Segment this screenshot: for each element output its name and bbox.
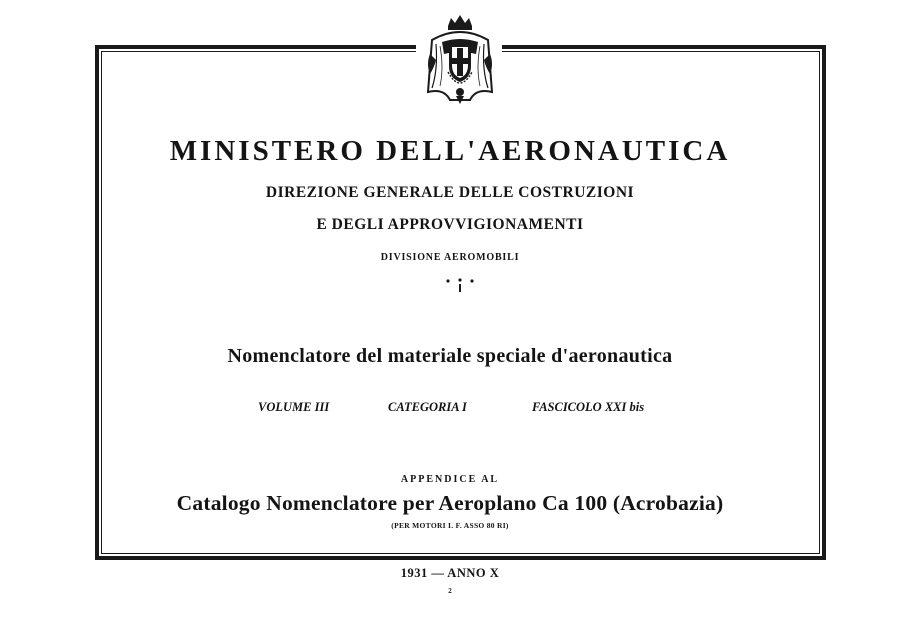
category-label: CATEGORIA I <box>388 400 467 414</box>
subtitle-line-2: E DEGLI APPROVVIGIONAMENTI <box>316 216 584 233</box>
nomenclature-heading: Nomenclatore del materiale speciale d'aeronautica <box>227 345 673 367</box>
engine-note: (PER MOTORI I. F. ASSO 80 RI) <box>391 521 509 530</box>
fascicle-label: FASCICOLO XXI bis <box>532 400 645 414</box>
catalog-title: Catalogo Nomenclatore per Aeroplano Ca 100 (Acrobazia) <box>176 491 724 515</box>
ornament-icon <box>440 276 480 294</box>
publication-year: 1931 — ANNO X <box>400 566 500 580</box>
savoy-coat-of-arms-icon <box>418 10 502 110</box>
appendix-label: APPENDICE AL <box>400 474 500 485</box>
volume-label: VOLUME III <box>258 400 330 414</box>
page-title: MINISTERO DELL'AERONAUTICA <box>169 135 731 167</box>
division-label: DIVISIONE AEROMOBILI <box>380 252 520 263</box>
subtitle-line-1: DIREZIONE GENERALE DELLE COSTRUZIONI <box>265 184 635 201</box>
page-number: 2 <box>448 587 452 595</box>
